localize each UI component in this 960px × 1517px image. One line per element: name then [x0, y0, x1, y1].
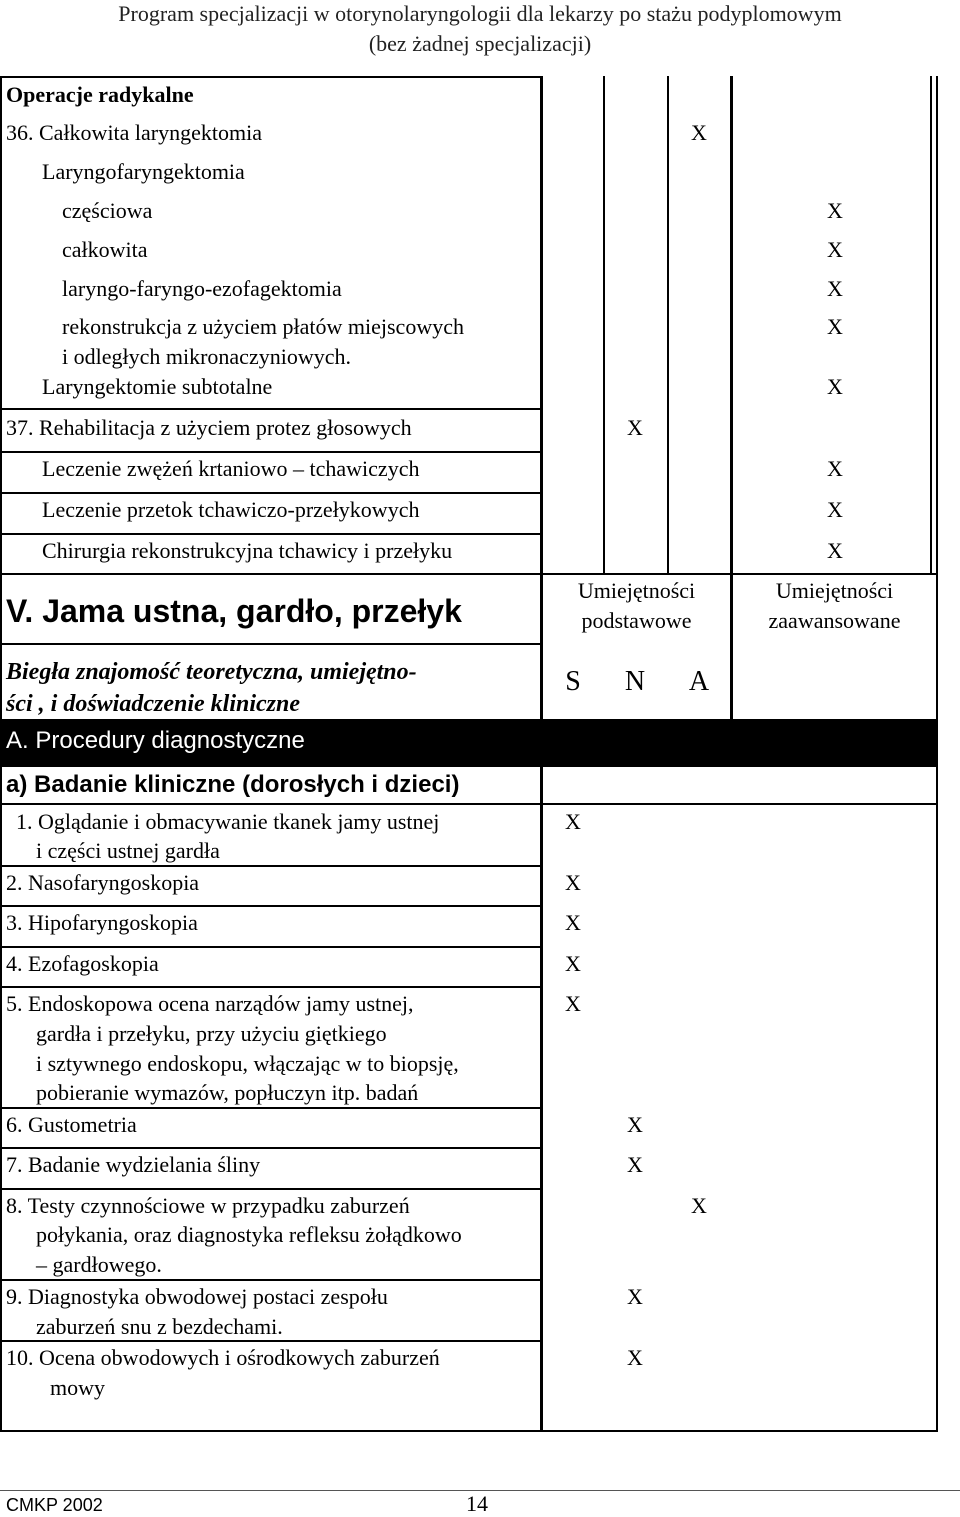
- row-line: [0, 1340, 540, 1342]
- subtotal-label: Laryngektomie subtotalne: [42, 374, 273, 399]
- radical-operations-title: Operacje radykalne: [6, 82, 194, 107]
- item-8-line1: 8. Testy czynnościowe w przypadku zaburzeń: [6, 1193, 410, 1218]
- section-title: V. Jama ustna, gardło, przełyk: [6, 593, 462, 629]
- row-line: [0, 765, 938, 767]
- column-n-label: N: [624, 666, 646, 697]
- mark-partial-adv: X: [827, 198, 843, 223]
- mark-fistula-adv: X: [827, 497, 843, 522]
- column-a-label: A: [688, 666, 710, 697]
- table-right-border: [936, 76, 938, 1432]
- item-9-line1: 9. Diagnostyka obwodowej postaci zespołu: [6, 1284, 388, 1309]
- item-8-line2: połykania, oraz diagnostyka refleksu żołądkowo: [36, 1222, 462, 1247]
- item-7: 7. Badanie wydzielania śliny: [6, 1152, 261, 1177]
- mark-total-adv: X: [827, 237, 843, 262]
- item-1-line2: i części ustnej gardła: [36, 838, 220, 863]
- mark-recon-adv: X: [827, 314, 843, 339]
- mark-2-s: X: [565, 870, 581, 895]
- item-9-line2: zaburzeń snu z bezdechami.: [36, 1314, 283, 1339]
- row-line: [0, 1147, 540, 1149]
- item-5-line1: 5. Endoskopowa ocena narządów jamy ustnej,: [6, 991, 414, 1016]
- row-line: [0, 803, 938, 805]
- partial-label: częściowa: [62, 198, 153, 223]
- band-divider: [540, 719, 543, 765]
- mark-3-s: X: [565, 910, 581, 935]
- mark-7-n: X: [627, 1152, 643, 1177]
- row-line: [0, 533, 540, 535]
- row-line: [0, 986, 540, 988]
- fistula-label: Leczenie przetok tchawiczo-przełykowych: [42, 497, 420, 522]
- item-5-line2: gardła i przełyku, przy użyciu giętkiego: [36, 1021, 387, 1046]
- item-36: 36. Całkowita laryngektomia: [6, 120, 262, 145]
- row-line-section: [0, 573, 938, 575]
- row-line: [0, 408, 540, 410]
- item-5-line3: i sztywnego endoskopu, włączając w to biopsję,: [36, 1051, 459, 1076]
- lfe-label: laryngo-faryngo-ezofagektomia: [62, 276, 342, 301]
- reconstruction-line1: rekonstrukcja z użyciem płatów miejscowych: [62, 314, 464, 339]
- knowledge-line2: ści , i doświadczenie kliniczne: [6, 691, 300, 717]
- mark-8-a: X: [691, 1193, 707, 1218]
- clinical-exam-title: a) Badanie kliniczne (dorosłych i dzieci): [6, 771, 460, 798]
- mark-lfe-adv: X: [827, 276, 843, 301]
- column-divider-s: [603, 76, 605, 574]
- stenosis-label: Leczenie zwężeń krtaniowo – tchawiczych: [42, 456, 420, 481]
- mark-6-n: X: [627, 1112, 643, 1137]
- item-2: 2. Nasofaryngoskopia: [6, 870, 200, 895]
- item-3: 3. Hipofaryngoskopia: [6, 910, 198, 935]
- item-10-line2: mowy: [50, 1375, 105, 1400]
- row-line: [0, 946, 540, 948]
- item-1-line1: 1. Oglądanie i obmacywanie tkanek jamy ustnej: [16, 809, 440, 834]
- item-5-line4: pobieranie wymazów, popłuczyn itp. badań: [36, 1080, 419, 1105]
- mark-37-n: X: [627, 415, 643, 440]
- advanced-skills-line1: Umiejętności: [775, 578, 894, 603]
- row-line: [0, 1107, 540, 1109]
- row-line: [0, 451, 540, 453]
- mark-1-s: X: [565, 809, 581, 834]
- column-s-label: S: [565, 666, 581, 697]
- item-6: 6. Gustometria: [6, 1112, 137, 1137]
- footer-left: CMKP 2002: [6, 1495, 103, 1515]
- mark-5-s: X: [565, 991, 581, 1016]
- basic-skills-line2: podstawowe: [581, 608, 692, 633]
- row-line: [0, 865, 540, 867]
- basic-skills-header: [543, 576, 730, 636]
- table-top-border: [0, 76, 540, 78]
- mark-subtotal-adv: X: [827, 374, 843, 399]
- row-line: [0, 1188, 540, 1190]
- header-subtitle: (bez żadnej specjalizacji): [368, 31, 592, 56]
- table-bottom-border: [0, 1430, 938, 1432]
- mark-36-a: X: [691, 120, 707, 145]
- procedures-title: A. Procedury diagnostyczne: [6, 727, 305, 754]
- row-line: [0, 1279, 540, 1281]
- mark-10-n: X: [627, 1345, 643, 1370]
- knowledge-line1: Biegła znajomość teoretyczna, umiejętno-: [6, 659, 417, 685]
- basic-skills-line1: Umiejętności: [577, 578, 696, 603]
- advanced-skills-header: [733, 576, 936, 636]
- header-title: Program specjalizacji w otorynolaryngologii dla lekarzy po stażu podyplomowym: [118, 1, 842, 26]
- laryngopharyngectomy: Laryngofaryngektomia: [42, 159, 245, 184]
- item-10-line1: 10. Ocena obwodowych i ośrodkowych zaburzeń: [6, 1345, 440, 1370]
- reconstruction-line2: i odległych mikronaczyniowych.: [62, 344, 351, 369]
- mark-surgery-adv: X: [827, 538, 843, 563]
- mark-4-s: X: [565, 951, 581, 976]
- row-line: [0, 492, 540, 494]
- column-divider-n: [667, 76, 669, 574]
- column-divider-a: [730, 76, 733, 766]
- page-number: 14: [466, 1491, 488, 1516]
- column-divider-right-inner: [930, 76, 932, 574]
- item-8-line3: – gardłowego.: [36, 1252, 162, 1277]
- mark-9-n: X: [627, 1284, 643, 1309]
- row-line: [0, 905, 540, 907]
- surgery-label: Chirurgia rekonstrukcyjna tchawicy i przełyku: [42, 538, 453, 563]
- mark-stenosis-adv: X: [827, 456, 843, 481]
- item-4: 4. Ezofagoskopia: [6, 951, 159, 976]
- total-label: całkowita: [62, 237, 148, 262]
- advanced-skills-line2: zaawansowane: [768, 608, 901, 633]
- row-line: [0, 643, 540, 645]
- item-37: 37. Rehabilitacja z użyciem protez głosowych: [6, 415, 412, 440]
